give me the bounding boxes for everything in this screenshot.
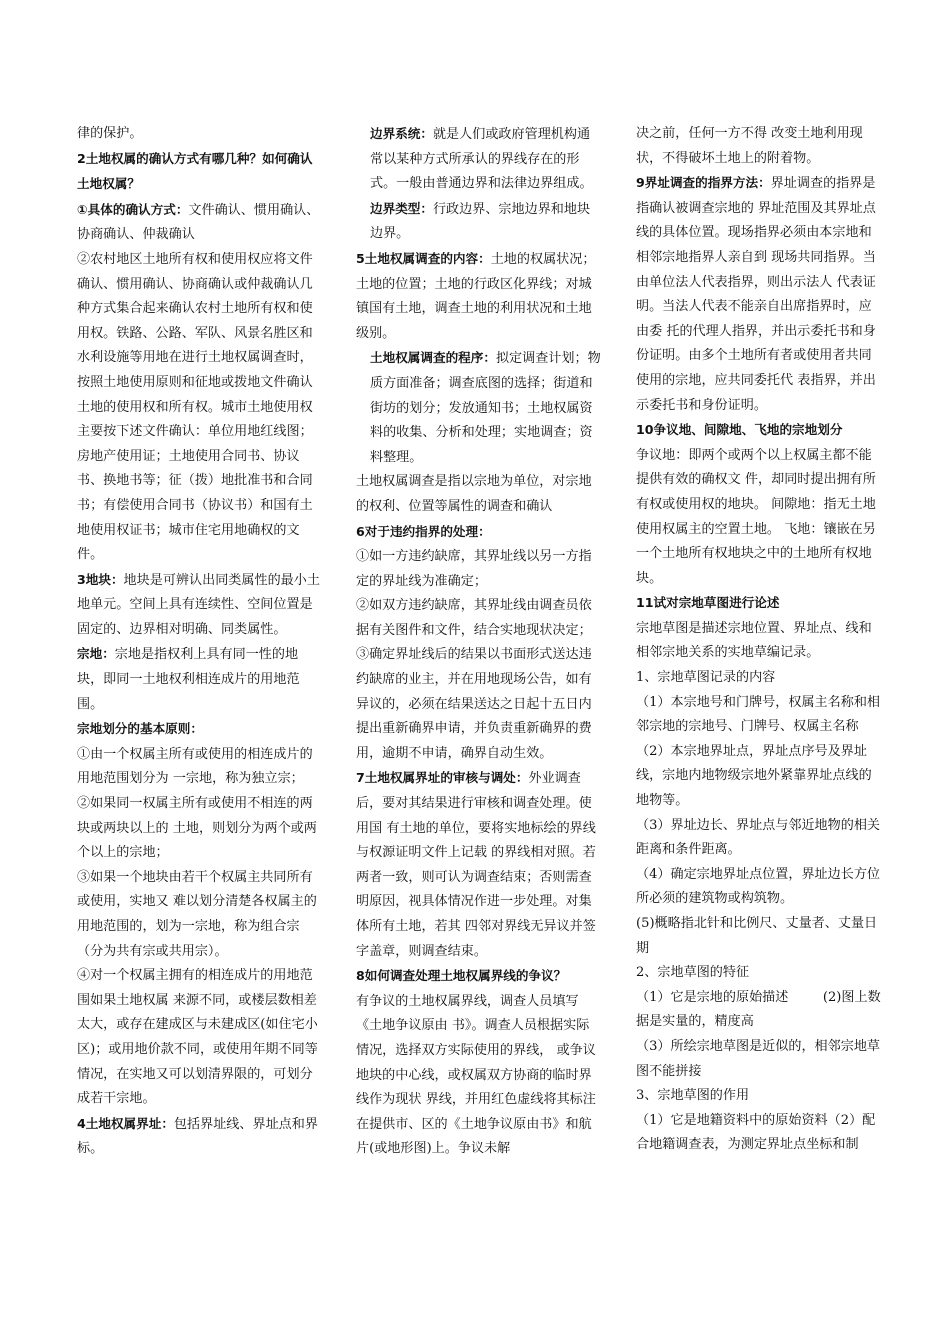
paragraph-heading: 6对于违约指界的处理： — [356, 523, 491, 539]
paragraph — [77, 717, 323, 743]
paragraph — [636, 740, 884, 814]
paragraph — [636, 418, 884, 444]
paragraph — [356, 964, 602, 990]
paragraph — [636, 1035, 884, 1084]
paragraph — [77, 147, 323, 198]
paragraph-text: 包括界址线、界址点和界标。 — [77, 1116, 318, 1157]
paragraph — [356, 545, 602, 594]
paragraph-text: ②如双方违约缺席，其界址线由调查员依据有关图件和文件，结合实地现状决定； — [356, 598, 592, 638]
paragraph — [356, 990, 602, 1162]
paragraph — [356, 197, 602, 247]
paragraph-text: 地块是可辨认出同类属性的最小土地单元。空间上具有连续性、空间位置是固定的、边界相对明确、同类属性。 — [77, 572, 320, 637]
paragraph-heading: 4土地权属界址： — [77, 1115, 174, 1131]
paragraph-text: ①由一个权属主所有或使用的相连成片的用地范围划分为 一宗地，称为独立宗； — [77, 746, 313, 787]
paragraph — [636, 691, 884, 740]
paragraph-text: ④对一个权属主拥有的相连成片的用地范围如果土地权属 来源不同，或楼层数相差太大，或存在建成区与未建成区(如住宅小区)；或用地价款不同，或使用年期不同等情况，在实地又可以划清界限的，可划分成若干宗地。 — [77, 968, 318, 1107]
paragraph-heading: 边界系统： — [370, 126, 433, 141]
paragraph — [356, 643, 602, 766]
paragraph — [636, 1084, 884, 1109]
paragraph — [356, 766, 602, 964]
paragraph — [356, 122, 602, 197]
paragraph — [636, 961, 884, 986]
paragraph-text: 宗地草图是描述宗地位置、界址点、线和相邻宗地关系的实地草编记录。 — [636, 620, 872, 661]
paragraph-text: 就是人们或政府管理机构通常以某种方式所承认的界线存在的形式。一般由普通边界和法律边界组成。 — [370, 127, 593, 192]
paragraph-text: 界址调查的指界是指确认被调查宗地的 界址范围及其界址点线的具体位置。现场指界必须由本宗地和相邻宗地指界人亲自到 现场共同指界。当由单位法人代表指界，则出示法人 代表证明。当法人代表不能亲自出席指界时，应由委 托的代理人指界，并出示委托书和身份证明。由多个土地所有者或使用者共同使用的宗地，应共同委托代 表指界，并出示委托书和身份证明。 — [636, 176, 876, 413]
paragraph-text: 文件确认、惯用确认、协商确认、仲裁确认 — [77, 202, 320, 243]
paragraph-heading: 3地块： — [77, 571, 124, 587]
text-column-2 — [356, 122, 602, 1162]
paragraph-heading: ①具体的确认方式： — [77, 201, 189, 217]
paragraph — [77, 568, 323, 643]
paragraph-heading: 10争议地、间隙地、飞地的宗地划分 — [636, 422, 843, 438]
paragraph-heading: 土地权属调查的程序： — [370, 350, 496, 366]
paragraph-heading: 9界址调查的指界方法： — [636, 175, 771, 191]
paragraph-text: 宗地是指权利上具有同一性的地块，即同一土地权利相连成片的用地范围。 — [77, 647, 300, 712]
paragraph-heading: 7土地权属界址的审核与调处： — [356, 770, 529, 786]
paragraph — [77, 866, 323, 964]
paragraph — [77, 743, 323, 792]
paragraph — [356, 594, 602, 643]
paragraph-text: 土地的权属状况；土地的位置；土地的行政区化界线；对城镇国有土地，调查土地的利用状况和土地级别。 — [356, 251, 596, 341]
paragraph — [636, 666, 884, 691]
paragraph — [636, 591, 884, 617]
paragraph-text: 有争议的土地权属界线，调查人员填写《土地争议原由 书》。调查人员根据实际情况，选择双方实际使用的界线， 或争议地块的中心线，或权属双方协商的临时界线作为现状 界线，并用红色虚线将其标注在提供市、区的《土地争议原由书》和航片(或地形图)上。争议未解 — [356, 993, 596, 1157]
paragraph-text: （3）界址边长、界址点与邻近地物的相关距离和条件距离。 — [636, 817, 881, 858]
paragraph-text: （4）确定宗地界址点位置，界址边长方位所必须的建筑物或构筑物。 — [636, 866, 881, 907]
text-column-1 — [77, 122, 323, 1162]
paragraph-text: （1）本宗地号和门牌号，权属主名称和相邻宗地的宗地号、门牌号、权属主名称 — [636, 694, 881, 735]
paragraph-heading: 8如何调查处理土地权属界线的争议？ — [356, 968, 567, 984]
paragraph — [636, 122, 884, 171]
paragraph-text: ①如一方违约缺席，其界址线以另一方指定的界址线为准确定； — [356, 549, 592, 589]
paragraph-heading: 5土地权属调查的内容： — [356, 250, 491, 266]
paragraph-heading: 边界类型： — [370, 200, 433, 216]
paragraph-text: 决之前，任何一方不得 改变土地利用现状，不得破坏土地上的附着物。 — [636, 126, 863, 166]
paragraph — [77, 1112, 323, 1162]
paragraph-text: ②如果同一权属主所有或使用不相连的两块或两块以上的 土地，则划分为两个或两个以上的宗地； — [77, 796, 317, 861]
paragraph — [356, 346, 602, 470]
paragraph — [356, 247, 602, 346]
paragraph-heading: 2土地权属的确认方式有哪几种？如何确认土地权属？ — [77, 150, 313, 192]
paragraph-text: 律的保护。 — [77, 126, 143, 141]
paragraph — [636, 617, 884, 666]
paragraph-heading: 宗地： — [77, 646, 115, 662]
paragraph-text: ③确定界址线后的结果以书面形式送达违约缺席的业主，并在用地现场公告，如有异议的，必须在结果送达之日起十五日内提出重新确界申请，并负责重新确界的费用，逾期不申请，确界自动生效。 — [356, 647, 592, 761]
paragraph-text: 2、宗地草图的特征 — [636, 965, 750, 981]
paragraph — [636, 1109, 884, 1158]
paragraph-text: （1）它是地籍资料中的原始资料（2）配合地籍调查表，为测定界址点坐标和制 — [636, 1112, 876, 1153]
paragraph-text: 土地权属调查是指以宗地为单位，对宗地的权利、位置等属性的调查和确认 — [356, 474, 592, 514]
paragraph-heading: 宗地划分的基本原则： — [77, 721, 203, 737]
paragraph — [77, 122, 323, 147]
paragraph-text: 3、宗地草图的作用 — [636, 1088, 750, 1104]
paragraph-text: 争议地：即两个或两个以上权属主都不能提供有效的确权文 件，却同时提出拥有所有权或使用权的地块。 间隙地：指无土地使用权属主的空置土地。 飞地：镶嵌在另一个土地所有权地块之中的土地所有权地块。 — [636, 447, 876, 586]
paragraph — [356, 470, 602, 519]
paragraph — [77, 964, 323, 1112]
text-column-3 — [636, 122, 884, 1158]
paragraph-text: 1、宗地草图记录的内容 — [636, 670, 776, 686]
paragraph — [636, 912, 884, 961]
paragraph — [636, 863, 884, 912]
paragraph — [356, 520, 602, 546]
paragraph-heading: 11试对宗地草图进行论述 — [636, 595, 780, 611]
paragraph-text: (5)概略指北针和比例尺、丈量者、丈量日期 — [636, 916, 878, 956]
paragraph — [77, 248, 323, 568]
paragraph-text: ②农村地区土地所有权和使用权应将文件确认、惯用确认、协商确认或仲裁确认几种方式集合起来确认农村土地所有权和使用权。铁路、公路、军队、风景名胜区和水利设施等用地在进行土地权属调查时，按照土地使用原则和征地或拨地文件确认土地的使用权和所有权。城市土地使用权主要按下述文件确认：单位用地红线图；房地产使用证；土地使用合同书、协议书、换地书等；征（拨）地批准书和合同书；有偿使用合同书（协议书）和国有土地使用权证书；城市住宅用地确权的文件。 — [77, 251, 313, 563]
paragraph — [77, 198, 323, 248]
paragraph-text: （3）所绘宗地草图是近似的，相邻宗地草图不能拼接 — [636, 1038, 881, 1079]
paragraph — [636, 814, 884, 863]
paragraph — [636, 171, 884, 418]
paragraph-text: （2）本宗地界址点，界址点序号及界址线，宗地内地物级宗地外紧靠界址点线的地物等。 — [636, 743, 872, 809]
paragraph — [77, 642, 323, 717]
paragraph-text: ③如果一个地块由若干个权属主共同所有或使用，实地又 难以划分清楚各权属主的用地范围的，划为一宗地，称为组合宗（分为共有宗或共用宗）。 — [77, 869, 317, 959]
paragraph — [636, 444, 884, 592]
paragraph-text: 拟定调查计划；物质方面准备；调查底图的选择；街道和街坊的划分；发放通知书；土地权属资料的收集、分析和处理；实地调查；资料整理。 — [370, 351, 601, 465]
paragraph-text: 外业调查后，要对其结果进行审核和调查处理。使用国 有土地的单位，要将实地标绘的界线与权源证明文件上记载 的界线相对照。若两者一致，则可认为调查结束；否则需查 明原因，视具体情况作进一步处理。对集体所有土地，若其 四邻对界线无异议并签字盖章，则调查结束。 — [356, 771, 596, 959]
paragraph — [77, 792, 323, 866]
paragraph — [636, 986, 884, 1035]
paragraph-text: 行政边界、宗地边界和地块边界。 — [370, 201, 591, 242]
paragraph-text: （1）它是宗地的原始描述 (2)图上数据是实量的，精度高 — [636, 989, 881, 1030]
